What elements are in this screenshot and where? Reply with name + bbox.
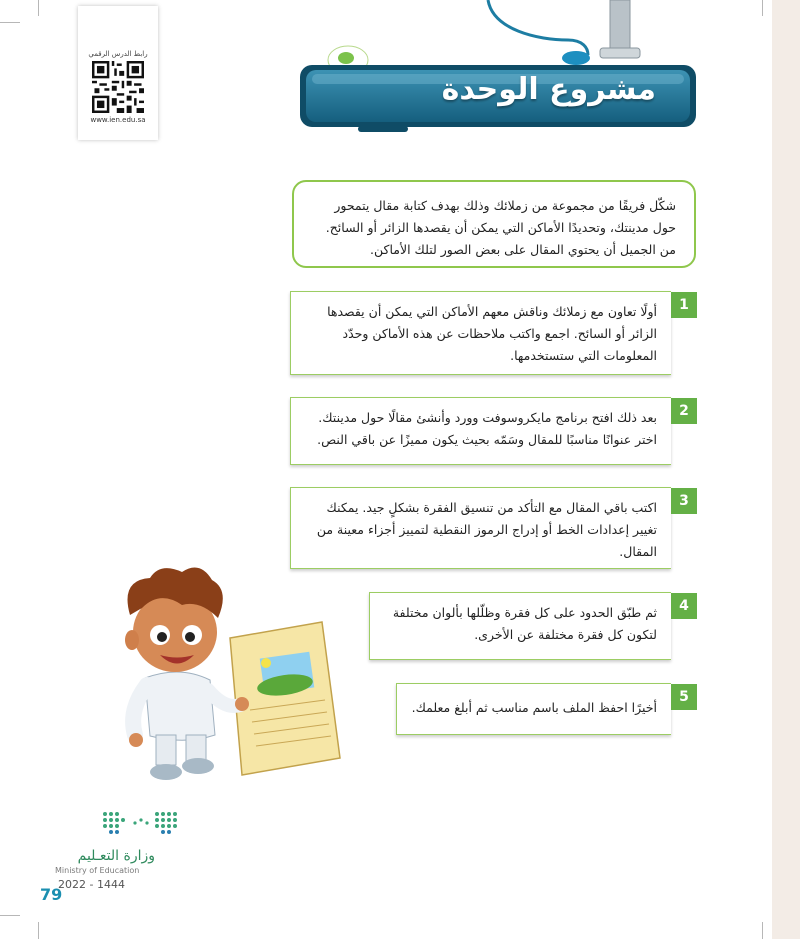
ministry-name-english: Ministry of Education bbox=[55, 866, 140, 875]
crop-mark bbox=[762, 0, 763, 16]
page-number: 79 bbox=[40, 885, 63, 904]
step-4-text: ثم طبّق الحدود على كل فقرة وظلّلها بألوان مختلفة لتكون كل فقرة مختلفة عن الأخرى. bbox=[392, 605, 657, 642]
boy-holding-paper-illustration bbox=[90, 560, 350, 790]
crop-mark bbox=[762, 922, 763, 939]
step-4-box bbox=[369, 592, 671, 660]
crop-mark bbox=[38, 0, 39, 16]
step-3-box bbox=[290, 487, 671, 569]
banner-title: مشروع الوحدة bbox=[441, 72, 656, 107]
qr-url[interactable]: www.ien.edu.sa bbox=[90, 116, 146, 124]
banner-artwork bbox=[298, 0, 698, 135]
step-2-box bbox=[290, 397, 671, 465]
step-4-number: 4 bbox=[671, 593, 697, 619]
step-5-number: 5 bbox=[671, 684, 697, 710]
crop-mark bbox=[38, 922, 39, 939]
crop-mark bbox=[0, 22, 20, 23]
step-2-number: 2 bbox=[671, 398, 697, 424]
step-5-box bbox=[396, 683, 671, 735]
step-1-box bbox=[290, 291, 671, 375]
step-3-number: 3 bbox=[671, 488, 697, 514]
intro-text: شكّل فريقًا من مجموعة من زملائك وذلك بهدف كتابة مقال يتمحور حول مدينتك، وتحديدًا الأماكن التي يمكن أن يقصدها الزائر أو السائح. من الجميل أن يحتوي المقال على بعض الصور لتلك الأماكن. bbox=[325, 198, 676, 257]
step-3-text: اكتب باقي المقال مع التأكد من تنسيق الفقرة بشكلٍ جيد. يمكنك تغيير إعدادات الخط أو إدراج الرموز النقطية لتمييز أجزاء معينة من المقال. bbox=[316, 500, 657, 559]
qr-card[interactable] bbox=[78, 6, 158, 140]
unit-project-banner bbox=[298, 0, 698, 135]
step-5-text: أخيرًا احفظ الملف باسم مناسب ثم أبلغ معلمك. bbox=[411, 700, 657, 715]
page-edge bbox=[772, 0, 800, 939]
step-1-number: 1 bbox=[671, 292, 697, 318]
qr-code-icon bbox=[92, 61, 144, 113]
edition-year: 2022 - 1444 bbox=[58, 878, 125, 891]
crop-mark bbox=[0, 915, 20, 916]
ministry-name-arabic: وزارة التعـليم bbox=[77, 848, 155, 864]
qr-title: رابط الدرس الرقمي bbox=[88, 50, 148, 58]
intro-box bbox=[292, 180, 696, 268]
ministry-logo-icon bbox=[95, 808, 185, 844]
step-1-text: أولًا تعاون مع زملائك وناقش معهم الأماكن التي يمكن أن يقصدها الزائر أو السائح. اجمع واكتب ملاحظات عن هذه الأماكن وحدّد المعلومات التي ستستخدمها. bbox=[327, 304, 657, 363]
step-2-text: بعد ذلك افتح برنامج مايكروسوفت وورد وأنشئ مقالًا حول مدينتك. اختر عنوانًا مناسبًا للمقال وسَمّه بحيث يكون مميزًا عن باقي النص. bbox=[317, 410, 657, 447]
